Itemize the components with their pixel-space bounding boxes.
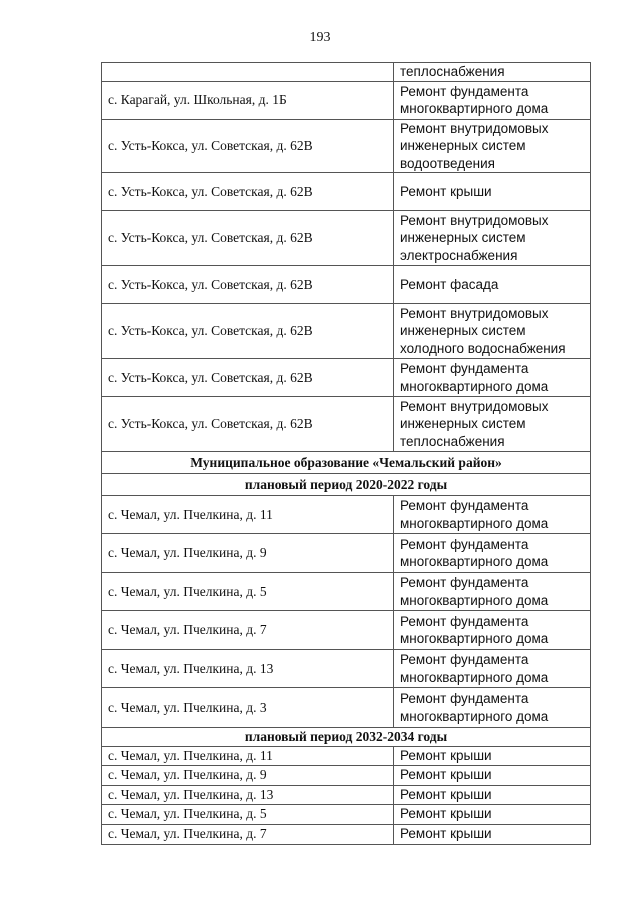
work-type-cell (394, 63, 591, 82)
address-cell: с. Чемал, ул. Пчелкина, д. 5 (102, 804, 394, 824)
address-cell: с. Усть-Кокса, ул. Советская, д. 62В (102, 173, 394, 211)
table-row (102, 119, 591, 173)
work-type-cell (394, 304, 591, 359)
table-row (102, 611, 591, 650)
work-type-line: многоквартирного дома (400, 708, 549, 724)
table-row (102, 534, 591, 573)
work-type-line: Ремонт внутридомовых (400, 212, 549, 228)
repair-schedule-table (101, 62, 591, 845)
table-row (102, 63, 591, 82)
work-type-cell (394, 211, 591, 266)
work-type-cell (394, 611, 591, 650)
address-cell: с. Чемал, ул. Пчелкина, д. 9 (102, 534, 394, 573)
table-row (102, 173, 591, 211)
work-type-line: инженерных систем (400, 138, 526, 153)
work-type-cell (394, 119, 591, 173)
work-type-line: Ремонт крыши (400, 747, 492, 763)
work-type-line: многоквартирного дома (400, 378, 549, 394)
section-header: плановый период 2020-2022 годы (102, 474, 591, 496)
work-type-cell (394, 824, 591, 844)
work-type-line: многоквартирного дома (400, 631, 549, 646)
address-cell: с. Усть-Кокса, ул. Советская, д. 62В (102, 304, 394, 359)
table-row (102, 266, 591, 304)
table-row (102, 397, 591, 452)
table-row (102, 765, 591, 785)
work-type-line: многоквартирного дома (400, 515, 549, 531)
work-type-line: Ремонт крыши (400, 183, 492, 199)
address-cell: с. Чемал, ул. Пчелкина, д. 13 (102, 785, 394, 804)
work-type-line: теплоснабжения (400, 433, 505, 449)
work-type-line: холодного водоснабжения (400, 340, 566, 356)
work-type-cell (394, 573, 591, 611)
work-type-line: электроснабжения (400, 247, 518, 263)
table-row (102, 688, 591, 728)
work-type-line: Ремонт фундамента (400, 691, 529, 706)
table-row (102, 746, 591, 765)
address-cell: с. Усть-Кокса, ул. Советская, д. 62В (102, 211, 394, 266)
address-cell: с. Чемал, ул. Пчелкина, д. 7 (102, 611, 394, 650)
work-type-line: Ремонт фундамента (400, 498, 529, 513)
address-cell: с. Усть-Кокса, ул. Советская, д. 62В (102, 119, 394, 173)
work-type-cell (394, 765, 591, 785)
work-type-line: водоотведения (400, 155, 495, 171)
address-cell: с. Усть-Кокса, ул. Советская, д. 62В (102, 397, 394, 452)
address-cell: с. Чемал, ул. Пчелкина, д. 3 (102, 688, 394, 728)
work-type-line: Ремонт крыши (400, 826, 492, 842)
table-body (102, 63, 591, 845)
work-type-cell (394, 650, 591, 688)
address-cell: с. Чемал, ул. Пчелкина, д. 13 (102, 650, 394, 688)
section-header: Муниципальное образование «Чемальский район» (102, 452, 591, 474)
work-type-line: Ремонт внутридомовых (400, 398, 549, 414)
section-header-row (102, 474, 591, 496)
work-type-line: многоквартирного дома (400, 592, 549, 608)
work-type-line: многоквартирного дома (400, 101, 549, 116)
work-type-line: инженерных систем (400, 416, 526, 432)
work-type-cell (394, 496, 591, 534)
work-type-line: Ремонт фундамента (400, 83, 529, 99)
work-type-line: Ремонт фасада (400, 276, 499, 292)
section-header: плановый период 2032-2034 годы (102, 728, 591, 747)
work-type-cell (394, 804, 591, 824)
work-type-line: Ремонт фундамента (400, 613, 529, 629)
work-type-line: инженерных систем (400, 323, 526, 339)
work-type-cell (394, 81, 591, 119)
work-type-line: многоквартирного дома (400, 554, 549, 569)
table-row (102, 573, 591, 611)
table-row (102, 824, 591, 844)
work-type-line: Ремонт внутридомовых (400, 120, 549, 136)
address-cell (102, 63, 394, 82)
address-cell: с. Усть-Кокса, ул. Советская, д. 62В (102, 266, 394, 304)
section-header-row (102, 728, 591, 747)
address-cell: с. Карагай, ул. Школьная, д. 1Б (102, 81, 394, 119)
work-type-cell (394, 534, 591, 573)
work-type-cell (394, 397, 591, 452)
table-row (102, 496, 591, 534)
address-cell: с. Усть-Кокса, ул. Советская, д. 62В (102, 359, 394, 397)
address-cell: с. Чемал, ул. Пчелкина, д. 5 (102, 573, 394, 611)
work-type-line: теплоснабжения (400, 64, 505, 79)
work-type-cell (394, 746, 591, 765)
table-row (102, 650, 591, 688)
table-row (102, 804, 591, 824)
table-row (102, 785, 591, 804)
work-type-cell (394, 173, 591, 211)
work-type-line: инженерных систем (400, 230, 526, 246)
section-header-row (102, 452, 591, 474)
work-type-line: Ремонт внутридомовых (400, 305, 549, 321)
table-row (102, 81, 591, 119)
address-cell: с. Чемал, ул. Пчелкина, д. 11 (102, 746, 394, 765)
work-type-line: Ремонт фундамента (400, 652, 529, 667)
work-type-line: многоквартирного дома (400, 669, 549, 685)
address-cell: с. Чемал, ул. Пчелкина, д. 7 (102, 824, 394, 844)
table-row (102, 359, 591, 397)
work-type-cell (394, 785, 591, 804)
work-type-cell (394, 359, 591, 397)
work-type-cell (394, 688, 591, 728)
work-type-line: Ремонт крыши (400, 806, 492, 822)
work-type-line: Ремонт крыши (400, 767, 492, 783)
work-type-cell (394, 266, 591, 304)
table-row (102, 211, 591, 266)
table-row (102, 304, 591, 359)
work-type-line: Ремонт фундамента (400, 575, 529, 590)
address-cell: с. Чемал, ул. Пчелкина, д. 9 (102, 765, 394, 785)
address-cell: с. Чемал, ул. Пчелкина, д. 11 (102, 496, 394, 534)
work-type-line: Ремонт крыши (400, 786, 492, 802)
page-number: 193 (309, 30, 331, 45)
work-type-line: Ремонт фундамента (400, 536, 529, 552)
work-type-line: Ремонт фундамента (400, 361, 529, 376)
